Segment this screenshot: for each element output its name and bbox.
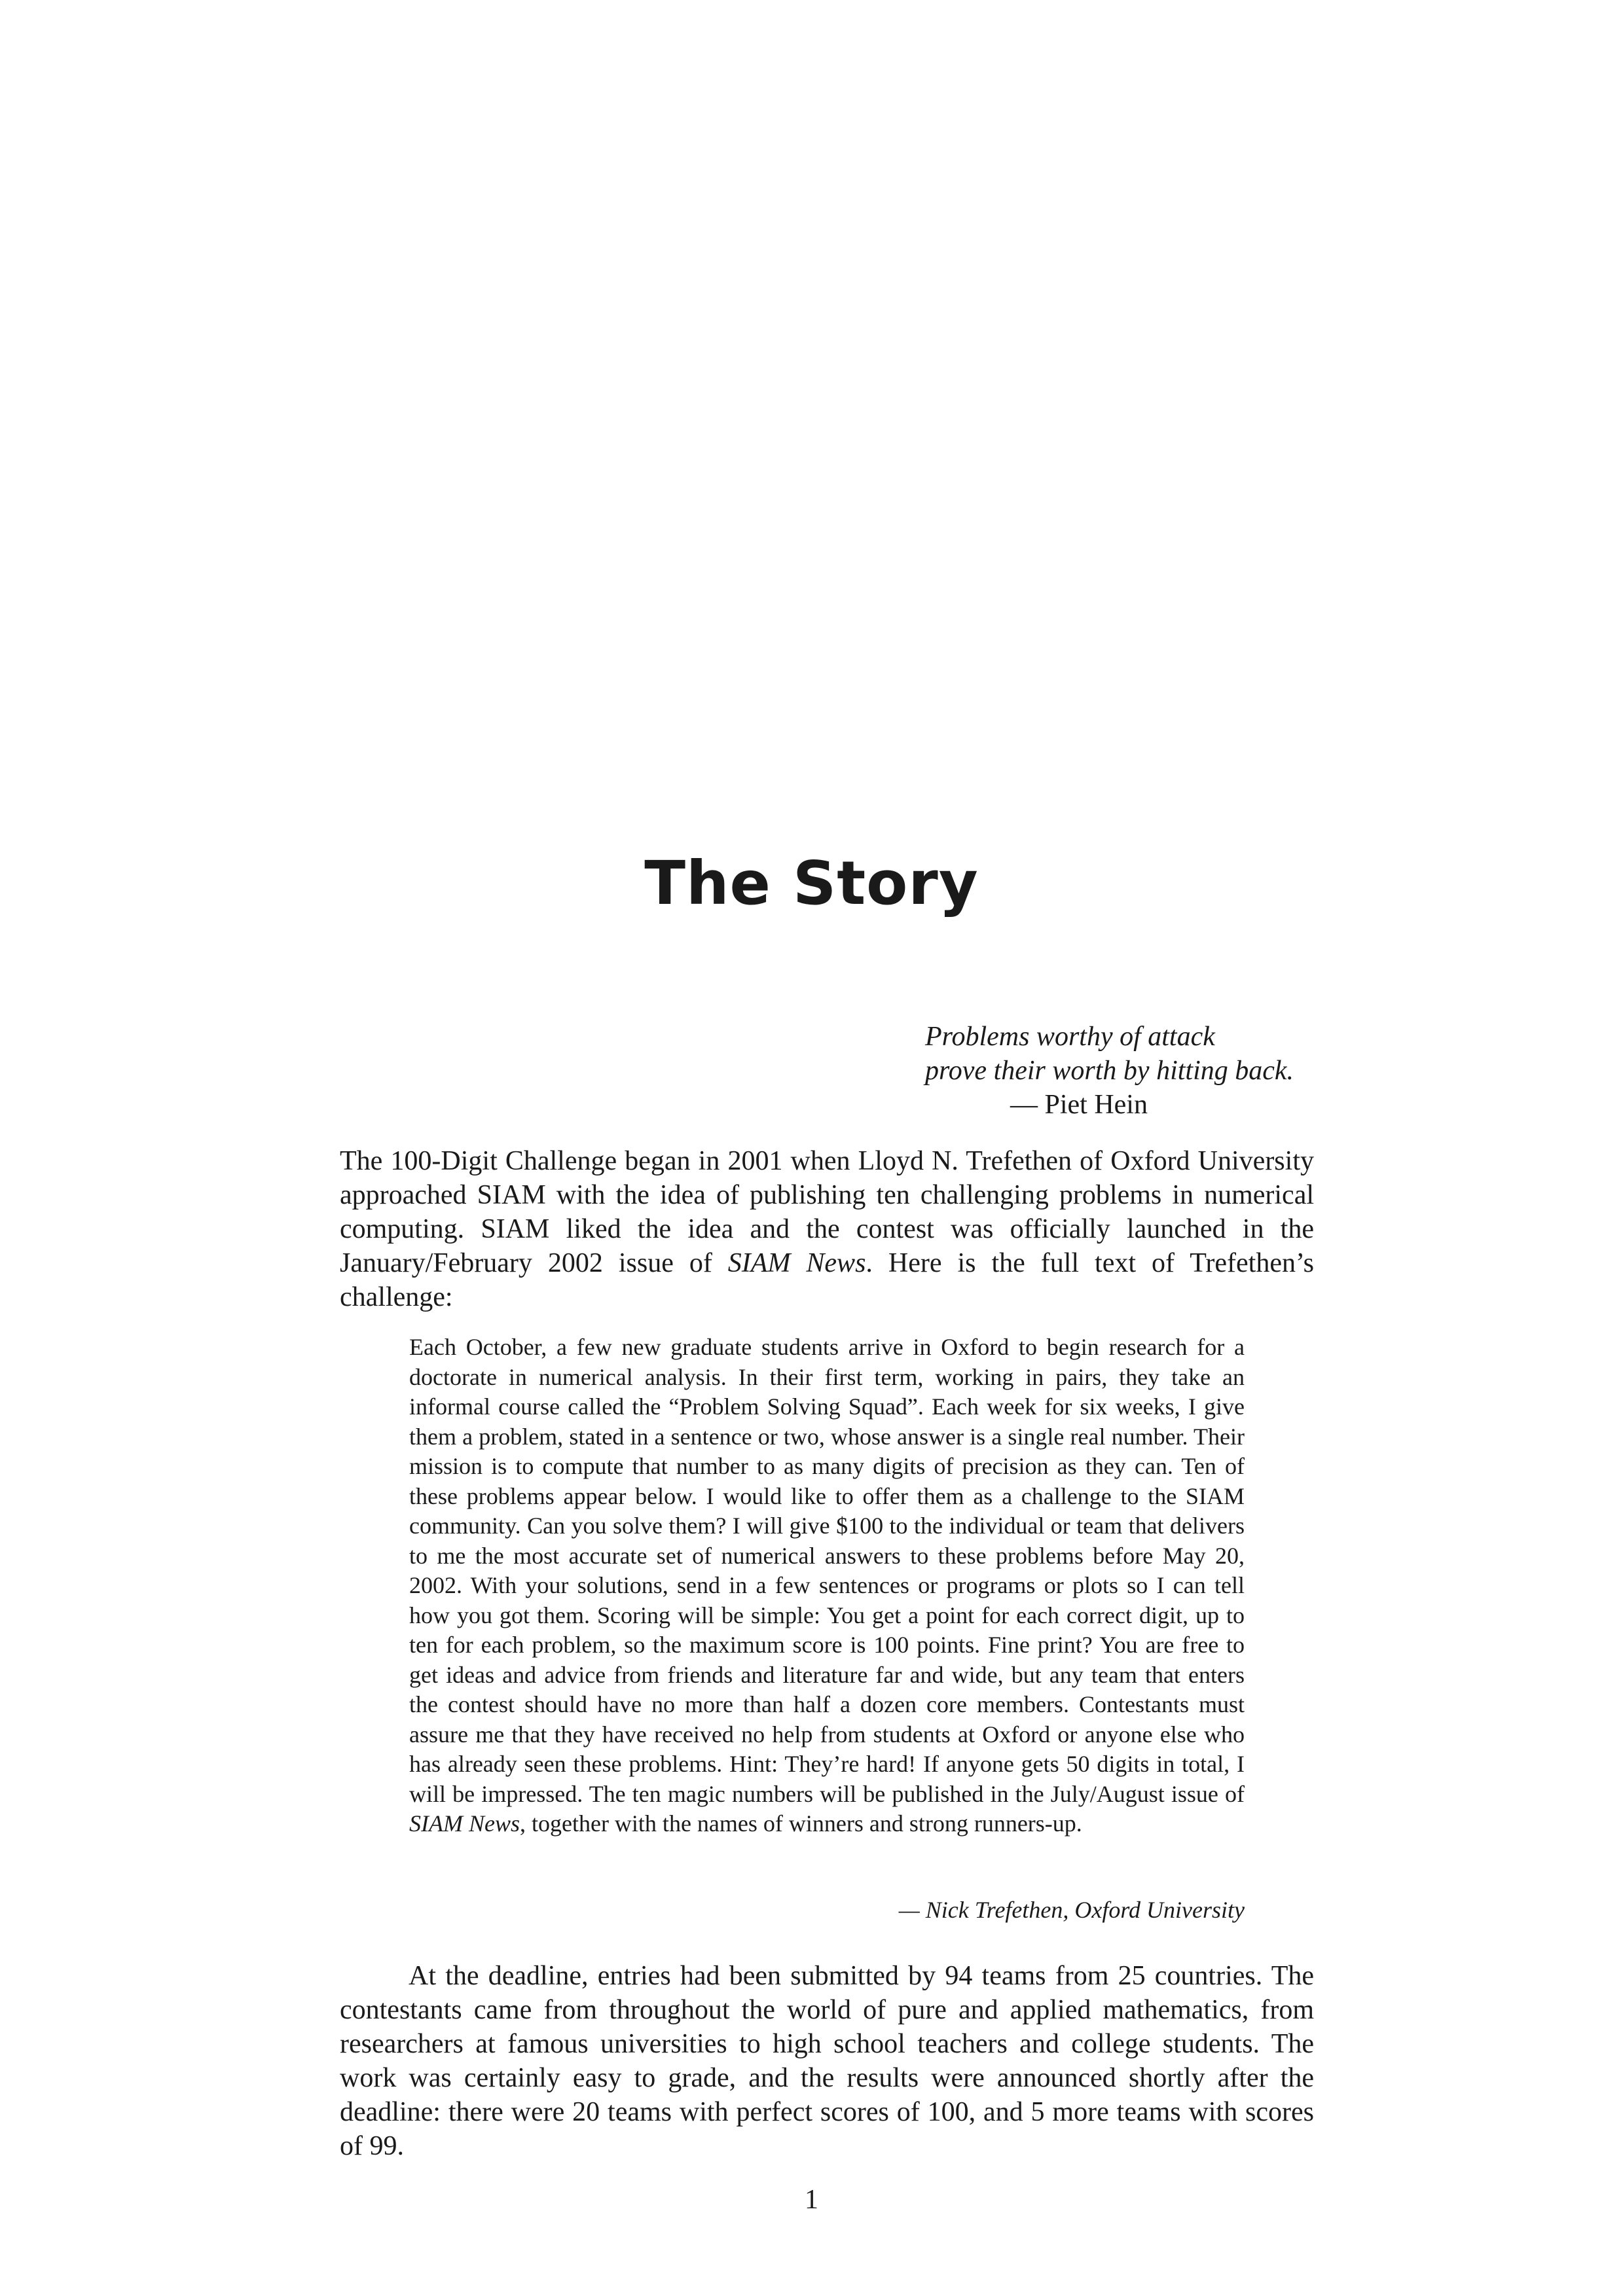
closing-paragraph: At the deadline, entries had been submitted by 94 teams from 25 countries. The contestants came from throughout the world of pure and applied mathematics, from researchers at famous universities to high school teachers and college students. The work was certainly easy to grade, and the results were announced shortly after the deadline: there were 20 teams with perfect scores of 100, and 5 more teams with scores of 99.: [340, 1961, 1314, 2161]
intro-paragraph: [340, 1144, 1314, 1314]
quote-text-before: Each October, a few new graduate students arrive in Oxford to begin research for a doctorate in numerical analysis. In their first term, working in pairs, they take an informal course called the “Problem Solving Squad”. Each week for six weeks, I give them a problem, stated in a sentence or two, whose answer is a single real number. Their mission is to compute that number to as many digits of precision as they can. Ten of these problems appear below. I would like to offer them as a challenge to the SIAM community. Can you solve them? I will give $100 to the individual or team that delivers to me the most accurate set of numerical answers to these problems before May 20, 2002. With your solutions, send in a few sentences or programs or plots so I can tell how you got them. Scoring will be simple: You get a point for each correct digit, up to ten for each problem, so the maximum score is 100 points. Fine print? You are free to get ideas and advice from friends and literature far and wide, but any team that enters the contest should have no more than half a dozen core members. Contestants must assure me that they have received no help from students at Oxford or anyone else who has already seen these problems. Hint: They’re hard! If anyone gets 50 digits in total, I will be impressed. The ten magic numbers will be published in the July/August issue of: [409, 1334, 1245, 1807]
intro-text-before: The 100-Digit Challenge began in 2001 when Lloyd N. Trefethen of Oxford University approached SIAM with the idea of publishing ten challenging problems in numerical computing. SIAM liked the idea and the contest was officially launched in the January/February 2002 issue of: [340, 1146, 1314, 1278]
page-number: 1: [805, 2185, 818, 2215]
quote-publication: SIAM News: [409, 1810, 520, 1837]
chapter-title: The Story: [644, 848, 979, 918]
intro-text-after: . Here is the full text of Trefethen’s challenge:: [340, 1248, 1314, 1312]
epigraph: [925, 1020, 1383, 1122]
epigraph-line-1: Problems worthy of attack: [925, 1022, 1215, 1052]
intro-publication: SIAM News: [727, 1248, 866, 1278]
epigraph-line-2: prove their worth by hitting back.: [925, 1056, 1294, 1086]
quote-text-after: , together with the names of winners and strong runners-up.: [519, 1810, 1082, 1837]
epigraph-attribution: — Piet Hein: [1010, 1090, 1148, 1120]
challenge-quote: [409, 1333, 1245, 1839]
quote-attribution: — Nick Trefethen, Oxford University: [898, 1897, 1245, 1923]
